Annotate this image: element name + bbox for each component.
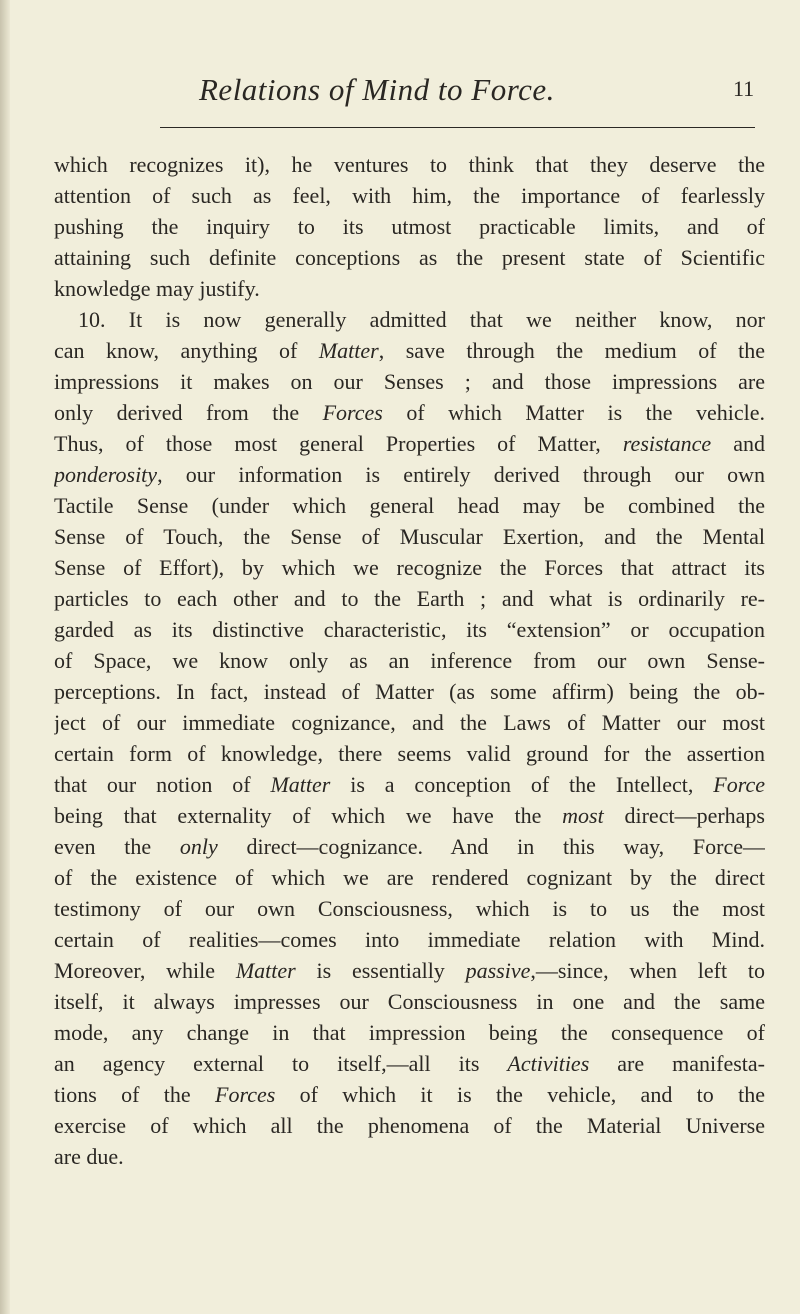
text-line — [54, 459, 765, 490]
text-line — [54, 955, 765, 986]
italic-text-segment: Force — [713, 772, 765, 797]
italic-text-segment: Activities — [507, 1051, 590, 1076]
header-rule — [160, 127, 755, 128]
text-line — [54, 428, 765, 459]
text-line — [54, 1110, 765, 1141]
text-segment: even the — [54, 834, 180, 859]
text-segment: being that externality of which we have the — [54, 803, 563, 828]
italic-text-segment: Matter — [235, 958, 296, 983]
text-segment: knowledge may justify. — [54, 276, 260, 301]
text-line — [54, 986, 765, 1017]
running-title: Relations of Mind to Force. — [199, 72, 555, 107]
text-line — [54, 149, 765, 180]
page-edge-shadow — [0, 0, 10, 1314]
text-segment: Sense of Touch, the Sense of Muscular Exertion, and the Mental — [54, 524, 765, 549]
text-segment: are manifesta- — [589, 1051, 765, 1076]
text-line — [54, 614, 765, 645]
text-line — [54, 1141, 765, 1172]
text-segment: pushing the inquiry to its utmost practicable limits, and of — [54, 214, 765, 239]
text-line — [54, 738, 765, 769]
text-segment: are due. — [54, 1144, 124, 1169]
text-line — [54, 1017, 765, 1048]
text-segment: direct—perhaps — [603, 803, 765, 828]
text-segment: itself, it always impresses our Consciousness in one and the same — [54, 989, 765, 1014]
page-number: 11 — [733, 76, 755, 101]
text-line — [54, 1079, 765, 1110]
text-segment: of which Matter is the vehicle. — [382, 400, 765, 425]
text-segment: of Space, we know only as an inference from our own Sense- — [54, 648, 765, 673]
italic-text-segment: passive — [465, 958, 531, 983]
text-segment: only derived from the — [54, 400, 323, 425]
text-segment: that our notion of — [54, 772, 271, 797]
text-segment: mode, any change in that impression being the consequence of — [54, 1020, 765, 1045]
text-segment: is essentially — [295, 958, 466, 983]
text-line — [54, 862, 765, 893]
text-line — [54, 521, 765, 552]
text-segment: certain of realities—comes into immediate relation with Mind. — [54, 927, 765, 952]
text-line — [54, 707, 765, 738]
text-line — [54, 552, 765, 583]
text-segment: of the existence of which we are rendered cognizant by the direct — [54, 865, 765, 890]
text-segment: is a conception of the Intellect, — [330, 772, 714, 797]
text-line — [54, 397, 765, 428]
italic-text-segment: Forces — [215, 1082, 276, 1107]
text-line — [54, 490, 765, 521]
text-segment: which recognizes it), he ventures to think that they deserve the — [54, 152, 765, 177]
text-segment: Thus, of those most general Properties of Matter, — [54, 431, 623, 456]
italic-text-segment: Forces — [322, 400, 383, 425]
italic-text-segment: Matter — [270, 772, 331, 797]
italic-text-segment: only — [179, 834, 218, 859]
text-line — [54, 211, 765, 242]
text-line — [54, 893, 765, 924]
text-segment: testimony of our own Consciousness, which is to us the most — [54, 896, 765, 921]
text-line — [54, 769, 765, 800]
text-line — [54, 645, 765, 676]
text-line — [54, 304, 765, 335]
text-segment: garded as its distinctive characteristic, its “extension” or occupation — [54, 617, 765, 642]
text-line — [54, 242, 765, 273]
text-segment: of which it is the vehicle, and to the — [275, 1082, 765, 1107]
text-segment: an agency external to itself,—all its — [54, 1051, 508, 1076]
text-line — [54, 335, 765, 366]
body-text — [54, 149, 765, 1172]
italic-text-segment: most — [562, 803, 604, 828]
text-segment: exercise of which all the phenomena of the Material Universe — [54, 1113, 765, 1138]
text-line — [54, 366, 765, 397]
text-segment: impressions it makes on our Senses ; and those impressions are — [54, 369, 765, 394]
text-segment: and — [711, 431, 765, 456]
text-segment: attaining such definite conceptions as the present state of Scientific — [54, 245, 765, 270]
page-header — [0, 72, 800, 112]
text-line — [54, 273, 765, 304]
text-segment: tions of the — [54, 1082, 216, 1107]
text-segment: certain form of knowledge, there seems valid ground for the assertion — [54, 741, 765, 766]
text-segment: perceptions. In fact, instead of Matter (as some affirm) being the ob- — [54, 679, 765, 704]
text-segment: attention of such as feel, with him, the importance of fearlessly — [54, 183, 765, 208]
text-segment: ,—since, when left to — [530, 958, 765, 983]
text-segment: Sense of Effort), by which we recognize the Forces that attract its — [54, 555, 765, 580]
text-line — [54, 800, 765, 831]
text-segment: Moreover, while — [54, 958, 236, 983]
text-segment: , our information is entirely derived through our own — [157, 462, 765, 487]
text-line — [54, 924, 765, 955]
italic-text-segment: Matter — [318, 338, 379, 363]
text-segment: direct—cognizance. And in this way, Force— — [217, 834, 765, 859]
text-segment: 10. It is now generally admitted that we neither know, nor — [78, 307, 765, 332]
italic-text-segment: resistance — [622, 431, 712, 456]
text-segment: Tactile Sense (under which general head may be combined the — [54, 493, 765, 518]
text-segment: ject of our immediate cognizance, and the Laws of Matter our most — [54, 710, 765, 735]
text-line — [54, 676, 765, 707]
text-segment: particles to each other and to the Earth ; and what is ordinarily re- — [54, 586, 765, 611]
text-line — [54, 1048, 765, 1079]
text-segment: , save through the medium of the — [378, 338, 765, 363]
text-line — [54, 583, 765, 614]
text-line — [54, 180, 765, 211]
italic-text-segment: ponderosity — [54, 462, 158, 487]
text-segment: can know, anything of — [54, 338, 319, 363]
text-line — [54, 831, 765, 862]
